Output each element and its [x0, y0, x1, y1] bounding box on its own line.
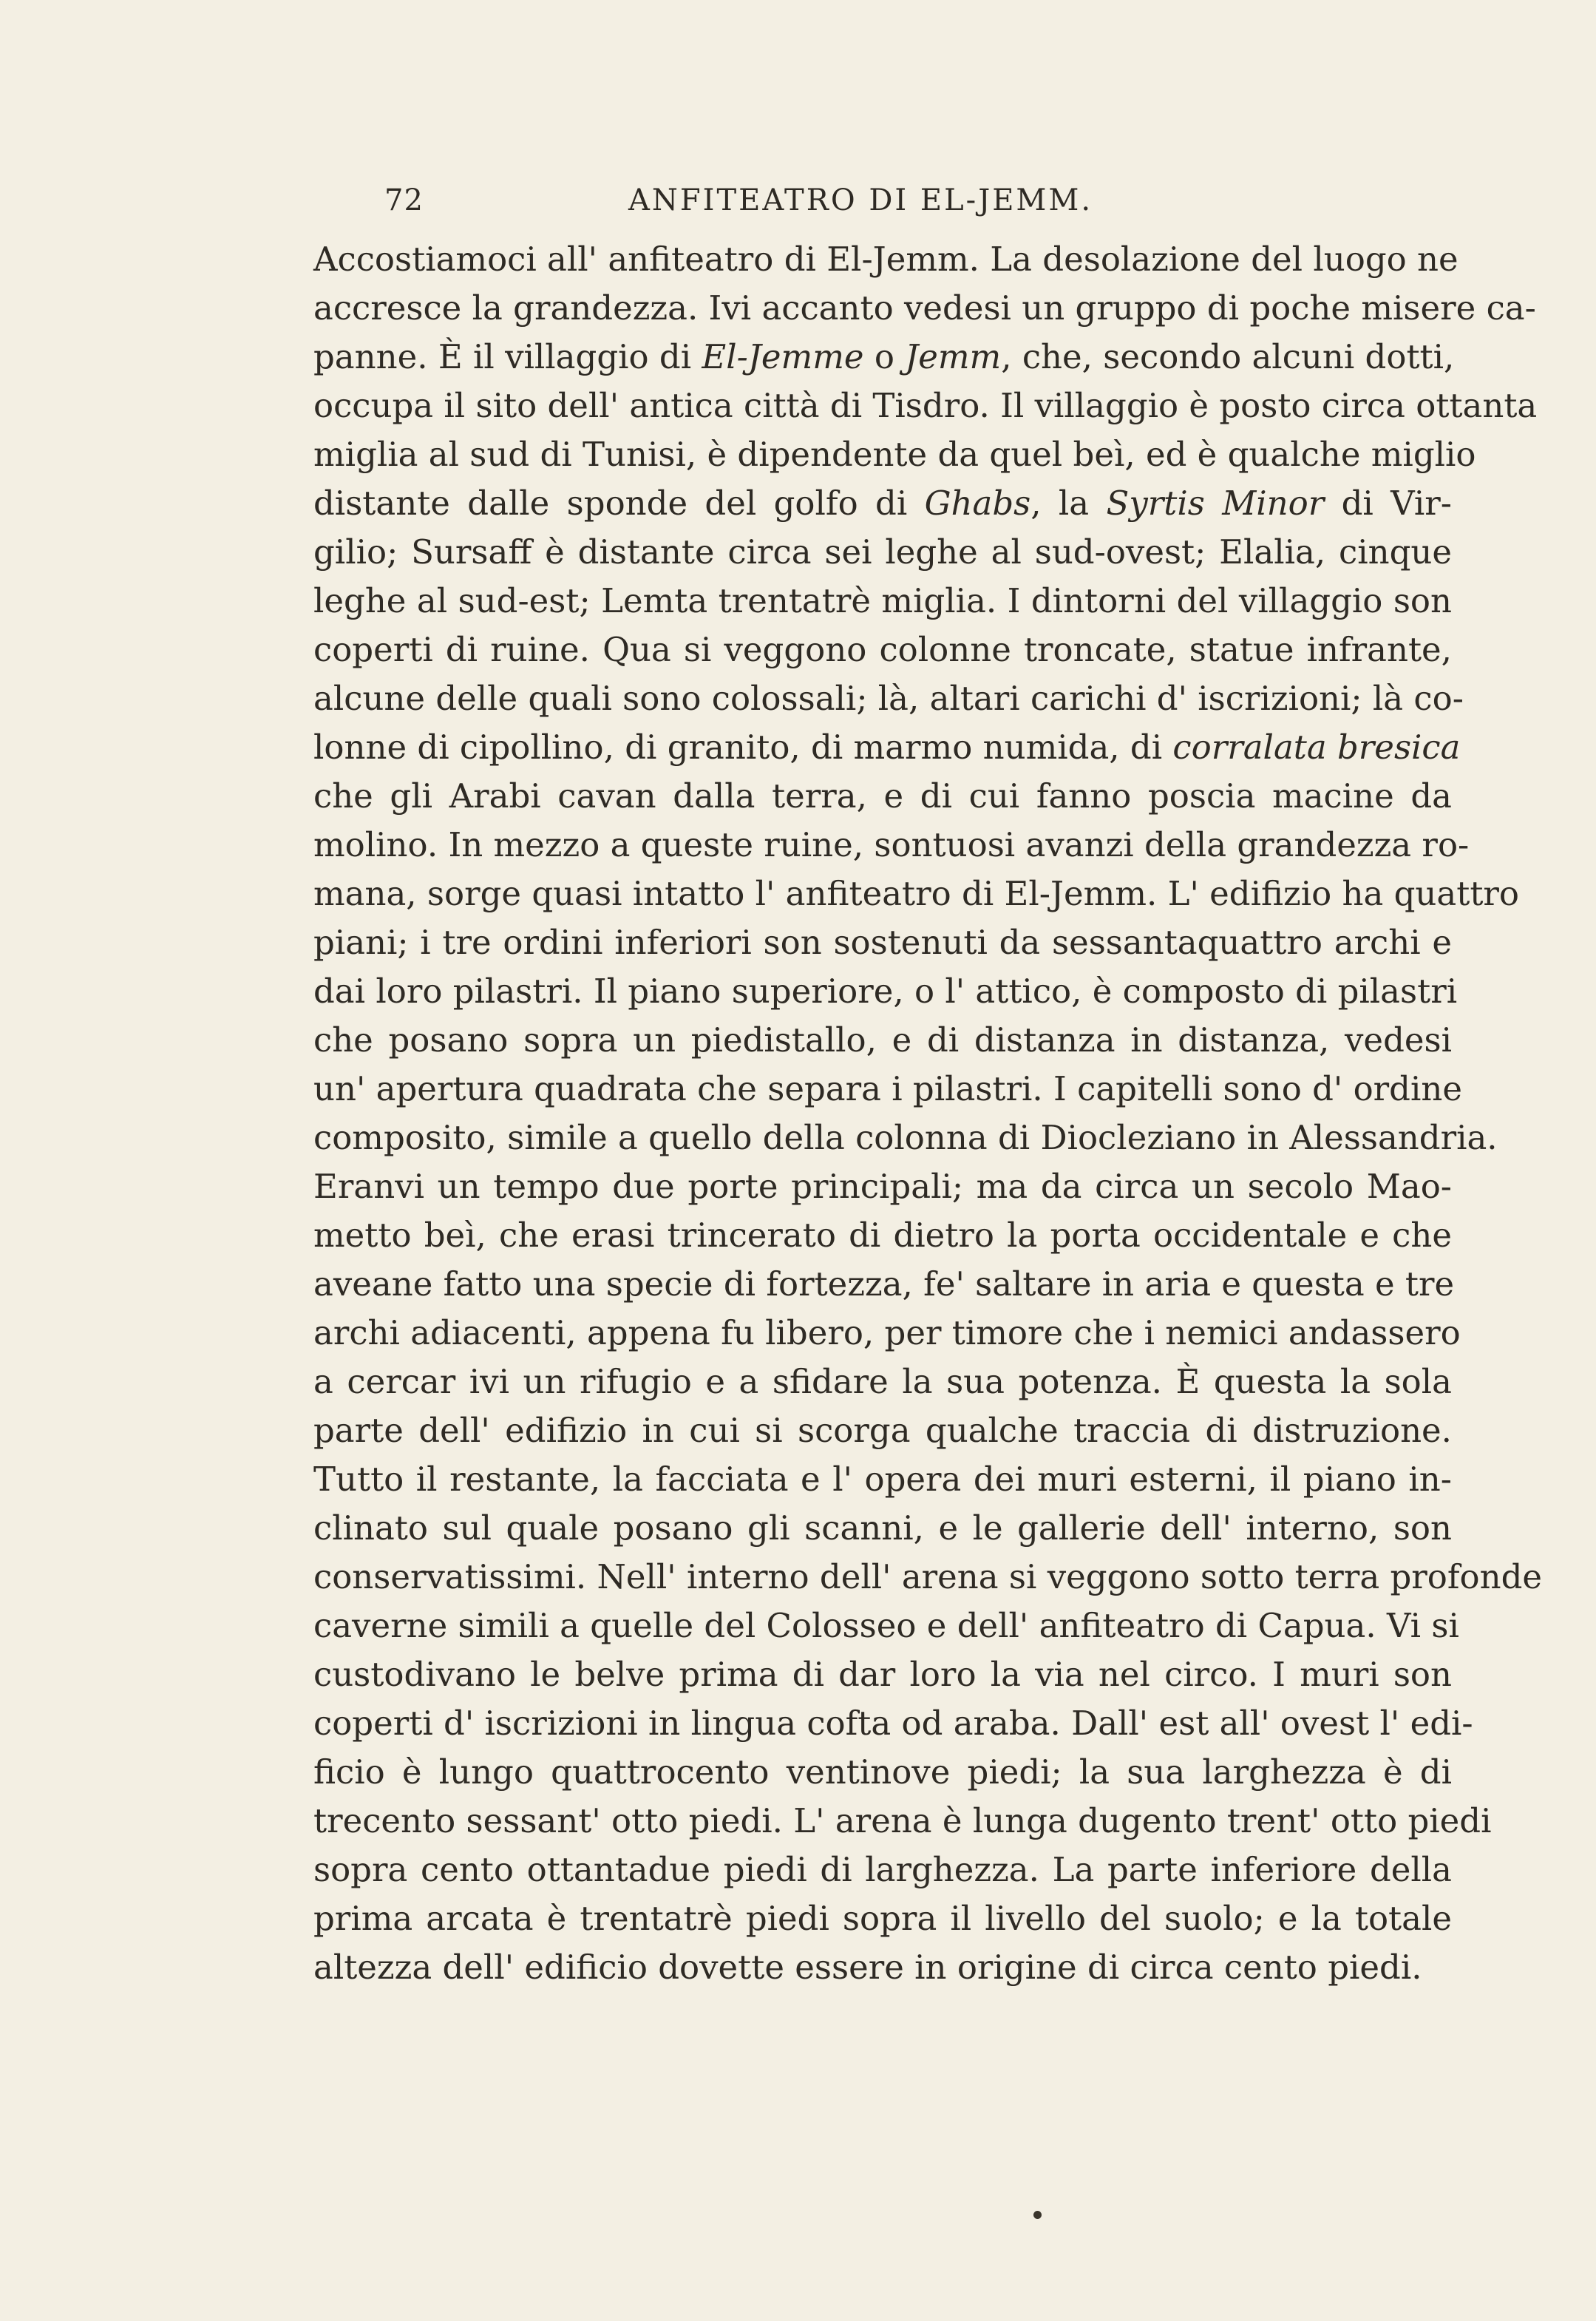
page-number: 72 — [384, 183, 424, 217]
text-line — [313, 1162, 1452, 1211]
text-segment: occupa il sito dell' antica città di Tisdro. Il villaggio è posto circa ottanta — [313, 386, 1538, 425]
text-line — [313, 1309, 1461, 1358]
text-line — [313, 918, 1452, 967]
text-line — [313, 1797, 1492, 1846]
text-segment: o — [863, 337, 906, 376]
text-segment: caverne simili a quelle del Colosseo e dell' anfiteatro di Capua. Vi si — [313, 1606, 1459, 1645]
text-line — [313, 1114, 1498, 1162]
text-segment: aveane fatto una specie di fortezza, fe' saltare in aria e questa e tre — [313, 1264, 1455, 1304]
text-segment: altezza dell' edificio dovette essere in origine di circa cento piedi. — [313, 1948, 1422, 1987]
italic-text: Syrtis Minor — [1106, 484, 1325, 523]
text-line — [313, 821, 1470, 870]
text-line — [313, 1650, 1452, 1699]
text-line — [313, 626, 1452, 674]
text-line — [313, 235, 1459, 284]
text-segment: a cercar ivi un rifugio e a sfidare la sua potenza. È questa la sola — [313, 1362, 1452, 1401]
text-segment: parte dell' edifizio in cui si scorga qualche traccia di distruzione. — [313, 1411, 1452, 1450]
text-line — [313, 479, 1452, 528]
running-title: ANFITEATRO DI EL-JEMM. — [628, 183, 1093, 217]
text-segment: piani; i tre ordini inferiori son sostenuti da sessantaquattro archi e — [313, 923, 1452, 962]
text-segment: Tutto il restante, la facciata e l' opera dei muri esterni, il piano in- — [313, 1460, 1452, 1499]
text-segment: archi adiacenti, appena fu libero, per timore che i nemici andassero — [313, 1313, 1461, 1352]
text-line — [313, 870, 1520, 918]
text-segment: clinato sul quale posano gli scanni, e le gallerie dell' interno, son — [313, 1508, 1452, 1548]
text-line — [313, 1846, 1452, 1894]
text-segment: distante dalle sponde del golfo di — [313, 484, 925, 523]
text-segment: che posano sopra un piedistallo, e di distanza in distanza, vedesi — [313, 1020, 1452, 1060]
text-segment: panne. È il villaggio di — [313, 337, 702, 376]
text-line — [313, 333, 1455, 382]
text-line — [313, 1602, 1459, 1650]
text-segment: sopra cento ottantadue piedi di larghezza. La parte inferiore della — [313, 1850, 1452, 1889]
text-line — [313, 577, 1452, 626]
text-segment: gilio; Sursaff è distante circa sei leghe al sud-ovest; Elalia, cinque — [313, 532, 1452, 572]
text-line — [313, 382, 1538, 430]
italic-text: El-Jemme — [702, 337, 864, 376]
text-line — [313, 430, 1476, 479]
text-line — [313, 1260, 1455, 1309]
text-line — [313, 723, 1461, 772]
text-segment: alcune delle quali sono colossali; là, altari carichi d' iscrizioni; là co- — [313, 679, 1464, 718]
text-line — [313, 1016, 1452, 1065]
text-segment: coperti di ruine. Qua si veggono colonne troncate, statue infrante, — [313, 630, 1452, 669]
italic-text: Ghabs — [924, 484, 1031, 523]
text-line — [313, 284, 1536, 333]
text-line — [313, 1455, 1452, 1504]
text-segment: molino. In mezzo a queste ruine, sontuosi avanzi della grandezza ro- — [313, 825, 1470, 864]
text-segment: mana, sorge quasi intatto l' anfiteatro di El-Jemm. L' edifizio ha quattro — [313, 874, 1520, 913]
page-header — [384, 183, 1449, 228]
text-segment: trecento sessant' otto piedi. L' arena è lunga dugento trent' otto piedi — [313, 1801, 1492, 1840]
text-segment: composito, simile a quello della colonna di Diocleziano in Alessandria. — [313, 1118, 1498, 1157]
text-segment: un' apertura quadrata che separa i pilastri. I capitelli sono d' ordine — [313, 1069, 1462, 1108]
text-line — [313, 1748, 1452, 1797]
text-segment: conservatissimi. Nell' interno dell' arena si veggono sotto terra profonde — [313, 1557, 1543, 1596]
ink-speck — [1033, 2211, 1042, 2219]
text-line — [313, 1211, 1452, 1260]
text-line — [313, 1553, 1543, 1602]
text-segment: dai loro pilastri. Il piano superiore, o l' attico, è composto di pilastri — [313, 972, 1458, 1011]
text-segment: miglia al sud di Tunisi, è dipendente da quel beì, ed è qualche miglio — [313, 435, 1476, 474]
text-segment: di Vir- — [1324, 484, 1452, 523]
italic-text: Jemm — [905, 337, 1002, 376]
text-segment: accresce la grandezza. Ivi accanto vedesi un gruppo di poche misere ca- — [313, 288, 1536, 328]
text-segment: prima arcata è trentatrè piedi sopra il livello del suolo; e la totale — [313, 1899, 1452, 1938]
text-line — [313, 772, 1452, 821]
text-line — [313, 1358, 1452, 1406]
text-segment: coperti d' iscrizioni in lingua cofta od araba. Dall' est all' ovest l' edi- — [313, 1704, 1473, 1743]
text-segment: Eranvi un tempo due porte principali; ma da circa un secolo Mao- — [313, 1167, 1452, 1206]
italic-text: corralata bresica — [1172, 728, 1461, 767]
text-line — [313, 1065, 1462, 1114]
text-line — [313, 1699, 1473, 1748]
text-segment: custodivano le belve prima di dar loro la via nel circo. I muri son — [313, 1655, 1452, 1694]
text-line — [313, 528, 1452, 577]
text-segment: leghe al sud-est; Lemta trentatrè miglia. I dintorni del villaggio son — [313, 581, 1452, 620]
text-segment: Accostiamoci all' anfiteatro di El-Jemm. La desolazione del luogo ne — [313, 240, 1459, 279]
text-line — [313, 674, 1464, 723]
text-line — [313, 1406, 1452, 1455]
text-segment: che gli Arabi cavan dalla terra, e di cui fanno poscia macine da — [313, 776, 1452, 816]
text-segment: lonne di cipollino, di granito, di marmo numida, di — [313, 728, 1173, 767]
text-segment: , la — [1030, 484, 1107, 523]
text-line — [313, 967, 1458, 1016]
text-segment: metto beì, che erasi trincerato di dietro la porta occidentale e che — [313, 1216, 1452, 1255]
text-segment: , che, secondo alcuni dotti, — [1001, 337, 1455, 376]
text-line — [313, 1894, 1452, 1943]
body-paragraph — [313, 235, 1543, 1992]
text-line — [313, 1504, 1452, 1553]
text-segment: ficio è lungo quattrocento ventinove piedi; la sua larghezza è di — [313, 1752, 1452, 1792]
text-line — [313, 1943, 1452, 1992]
